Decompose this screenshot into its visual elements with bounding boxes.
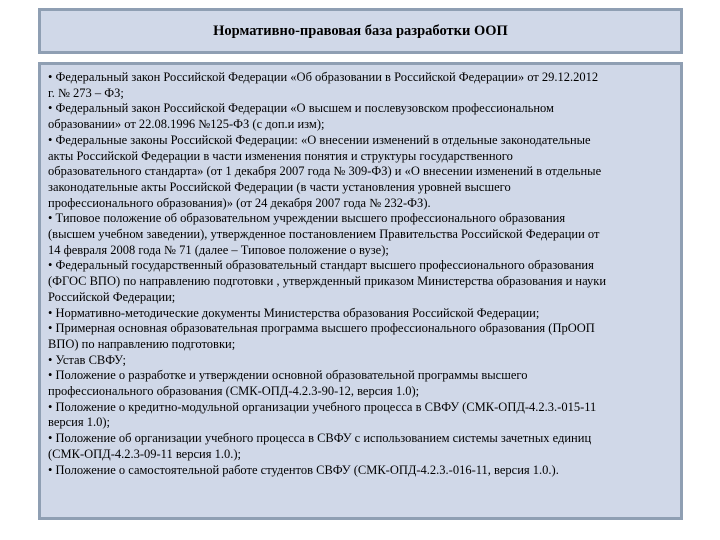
list-item	[48, 101, 672, 132]
list-item	[48, 133, 672, 212]
list-item-text	[48, 353, 672, 369]
list-item-text	[48, 306, 672, 322]
list-item-line: • Федеральный государственный образовательный стандарт высшего профессионального образования	[48, 258, 594, 273]
list-item-line: (СМК-ОПД-4.2.3-09-11 версия 1.0.);	[48, 446, 241, 461]
list-item-text	[48, 133, 672, 212]
list-item	[48, 353, 672, 369]
list-item-text	[48, 368, 672, 399]
list-item-text	[48, 321, 672, 352]
list-item-line: • Федеральный закон Российской Федерации «Об образовании в Российской Федерации» от 29.12.2012	[48, 70, 599, 84]
list-item	[48, 321, 672, 352]
list-item-line: • Положение о самостоятельной работе студентов СВФУ (СМК-ОПД-4.2.3.-016-11, версия 1.0.).	[48, 462, 559, 477]
list-item-line: • Типовое положение об образовательном учреждении высшего профессионального образования	[48, 211, 566, 226]
list-item-line: • Примерная основная образовательная программа высшего профессионального образования (ПрООП	[48, 321, 595, 336]
list-item-line: акты Российской Федерации в части изменения понятия и структуры государственного	[48, 148, 513, 163]
list-item	[48, 70, 672, 101]
slide-title-box	[38, 8, 683, 54]
list-item-line: • Федеральные законы Российской Федерации: «О внесении изменений в отдельные законодательные	[48, 132, 591, 147]
list-item-text	[48, 101, 672, 132]
list-item-line: образовательного стандарта» (от 1 декабря 2007 года № 309-ФЗ) и «О внесении изменений в отдельные	[48, 164, 602, 179]
list-item-line: • Положение об организации учебного процесса в СВФУ с использованием системы зачетных единиц	[48, 431, 592, 446]
document-list-box	[38, 62, 683, 520]
list-item-line: (ФГОС ВПО) по направлению подготовки , утвержденный приказом Министерства образования и науки	[48, 274, 607, 289]
list-item-line: • Устав СВФУ;	[48, 352, 127, 367]
list-item	[48, 400, 672, 431]
list-item-line: • Положение о разработке и утверждении основной образовательной программы высшего	[48, 368, 528, 383]
list-item	[48, 463, 672, 479]
list-item-line: образовании» от 22.08.1996 №125-ФЗ (с доп.и изм);	[48, 117, 325, 132]
list-item-line: г. № 273 – ФЗ;	[48, 85, 124, 100]
list-item-text	[48, 400, 672, 431]
list-item-text	[48, 431, 672, 462]
list-item	[48, 431, 672, 462]
list-item-line: версия 1.0);	[48, 415, 110, 430]
list-item-text	[48, 70, 672, 101]
list-item-line: профессионального образования)» (от 24 декабря 2007 года № 232-ФЗ).	[48, 195, 431, 210]
list-item-line: • Федеральный закон Российской Федерации «О высшем и послевузовском профессиональном	[48, 101, 554, 116]
list-item	[48, 368, 672, 399]
list-item-text	[48, 258, 672, 305]
regulatory-document-list	[48, 70, 672, 478]
list-item-line: (высшем учебном заведении), утвержденное постановлением Правительства Российской Федерации от	[48, 227, 600, 242]
list-item	[48, 211, 672, 258]
list-item	[48, 258, 672, 305]
list-item-line: • Нормативно-методические документы Министерства образования Российской Федерации;	[48, 305, 540, 320]
list-item-line: Российской Федерации;	[48, 289, 176, 304]
list-item-text	[48, 463, 672, 479]
list-item-text	[48, 211, 672, 258]
slide-title: Нормативно-правовая база разработки ООП	[213, 22, 508, 39]
list-item-line: • Положение о кредитно-модульной организации учебного процесса в СВФУ (СМК-ОПД-4.2.3.-015-11	[48, 399, 597, 414]
list-item-line: законодательные акты Российской Федерации (в части установления уровней высшего	[48, 179, 511, 194]
list-item-line: профессионального образования (СМК-ОПД-4.2.3-90-12, версия 1.0);	[48, 384, 420, 399]
list-item-line: ВПО) по направлению подготовки;	[48, 336, 236, 351]
list-item-line: 14 февраля 2008 года № 71 (далее – Типовое положение о вузе);	[48, 242, 389, 257]
list-item	[48, 306, 672, 322]
